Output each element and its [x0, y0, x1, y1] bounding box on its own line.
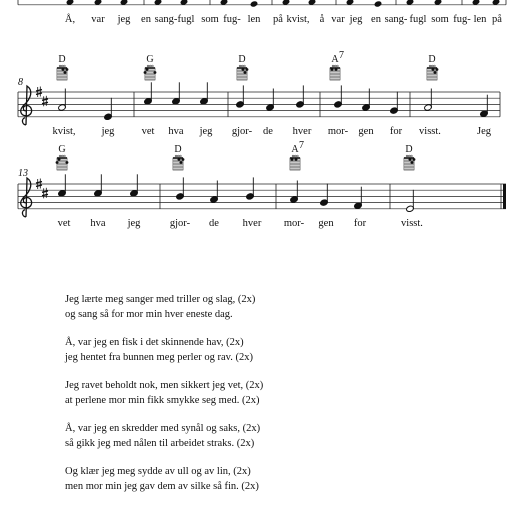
lyric-syllable: for — [389, 126, 403, 137]
sharp-stroke — [36, 90, 42, 91]
open-string-marker — [332, 65, 334, 67]
open-string-marker — [334, 65, 336, 67]
lyric-syllable: len — [247, 14, 261, 25]
lyric-syllable: å — [319, 14, 325, 25]
chord-name: A — [291, 144, 299, 155]
finger-dot — [66, 68, 69, 71]
open-string-marker — [61, 155, 63, 157]
open-string-marker — [175, 155, 177, 157]
finger-dot — [242, 68, 245, 71]
lyric-syllable: visst. — [401, 218, 423, 229]
finger-dot — [154, 71, 157, 74]
open-string-marker — [244, 65, 246, 67]
lyric-syllable: som — [431, 14, 449, 25]
verse-5 — [65, 464, 485, 494]
chord-name-superscript: 7 — [299, 140, 304, 151]
verse-line: Jeg lærte meg sanger med triller og slag, (2x) — [65, 294, 256, 305]
open-string-marker — [64, 155, 66, 157]
lyric-syllable: de — [209, 218, 219, 229]
verse-line: Å, var jeg en skredder med synål og saks, (2x) — [65, 423, 261, 434]
open-string-marker — [429, 65, 431, 67]
open-string-marker — [59, 155, 61, 157]
system-1 — [18, 0, 506, 25]
open-string-marker — [431, 65, 433, 67]
chord-diagram-d — [173, 144, 184, 170]
verse-line: men mor min jeg gav dem av silke så fin. (2x) — [65, 481, 259, 492]
chord-diagram-d — [427, 54, 438, 80]
chord-name: D — [405, 144, 413, 155]
finger-dot — [434, 71, 437, 74]
sharp-stroke — [42, 194, 48, 195]
lyric-syllable: jeg — [101, 126, 115, 137]
lyric-syllable: Jeg — [477, 126, 491, 137]
open-string-marker — [292, 155, 294, 157]
system-3 — [18, 140, 506, 229]
sharp-stroke — [36, 185, 42, 186]
open-string-marker — [180, 155, 182, 157]
sharp-stroke — [36, 182, 42, 183]
finger-dot — [411, 161, 414, 164]
final-barline — [503, 184, 506, 209]
lyric-syllable: jeg — [117, 14, 131, 25]
open-string-marker — [297, 155, 299, 157]
finger-dot — [180, 161, 183, 164]
lyric-syllable: kvist, — [286, 14, 310, 25]
lyric-syllable: visst. — [419, 126, 441, 137]
lyric-syllable: jeg — [199, 126, 213, 137]
finger-dot — [413, 158, 416, 161]
lyric-syllable: en — [141, 14, 151, 25]
lyric-syllable: fug- — [223, 14, 241, 25]
verse-4 — [65, 421, 485, 451]
lyric-syllable: hva — [90, 218, 106, 229]
chord-diagram-d — [57, 54, 68, 80]
quarter-note — [250, 0, 259, 7]
open-string-marker — [61, 65, 63, 67]
quarter-note — [374, 0, 383, 7]
finger-dot — [56, 161, 59, 164]
chord-diagram-g — [144, 54, 157, 80]
lyric-syllable: len — [473, 14, 487, 25]
chord-name-superscript: 7 — [339, 50, 344, 61]
lyric-syllable: på — [492, 14, 502, 25]
sharp-stroke — [36, 93, 42, 94]
finger-dot — [436, 68, 439, 71]
chord-name: D — [174, 144, 182, 155]
open-string-marker — [337, 65, 339, 67]
finger-dot — [144, 71, 147, 74]
lyric-syllable: fug- — [453, 14, 471, 25]
lyric-syllable: på — [273, 14, 283, 25]
lyric-syllable: jeg — [349, 14, 363, 25]
open-string-marker — [177, 155, 179, 157]
lyric-syllable: kvist, — [52, 126, 76, 137]
lyric-syllable: sang- — [154, 14, 178, 25]
lyric-syllable: jeg — [127, 218, 141, 229]
open-string-marker — [241, 65, 243, 67]
chord-name: G — [58, 144, 66, 155]
chord-diagram-g — [56, 144, 69, 170]
sharp-stroke — [42, 191, 48, 192]
verse-line: og sang så for mor min hver eneste dag. — [65, 309, 233, 320]
lyric-syllable: hva — [168, 126, 184, 137]
verses-block — [65, 292, 485, 507]
lyric-syllable: var — [331, 14, 345, 25]
finger-dot — [66, 161, 69, 164]
finger-dot — [331, 68, 334, 71]
lyric-syllable: gen — [318, 218, 334, 229]
verse-line: jeg hentet fra bunnen meg perler og rav. (2x) — [65, 352, 253, 363]
chord-name: D — [58, 54, 66, 65]
lyric-syllable: Å, — [64, 14, 76, 25]
finger-dot — [62, 68, 65, 71]
verse-2 — [65, 335, 485, 365]
chord-name: D — [428, 54, 436, 65]
finger-dot — [146, 68, 149, 71]
chord-diagram-d — [404, 144, 415, 170]
finger-dot — [178, 158, 181, 161]
lyric-syllable: sang- — [384, 14, 408, 25]
chord-diagram-a7 — [330, 50, 344, 80]
system-2 — [18, 50, 500, 137]
finger-dot — [58, 158, 61, 161]
lyric-syllable: gen — [358, 126, 374, 137]
verse-line: Å, var jeg en fisk i det skinnende hav, (2x) — [65, 337, 244, 348]
chord-name: G — [146, 54, 154, 65]
lyric-syllable: vet — [57, 218, 71, 229]
open-string-marker — [239, 65, 241, 67]
lyric-syllable: mor- — [327, 126, 349, 137]
finger-dot — [432, 68, 435, 71]
open-string-marker — [149, 65, 151, 67]
open-string-marker — [147, 65, 149, 67]
chord-name: A — [331, 54, 339, 65]
lyric-syllable: for — [353, 218, 367, 229]
verse-line: Og klær jeg meg sydde av ull og av lin, (2x) — [65, 466, 251, 477]
open-string-marker — [434, 65, 436, 67]
sharp-stroke — [42, 99, 48, 100]
lyric-syllable: hver — [242, 218, 262, 229]
chord-diagram-d — [237, 54, 248, 80]
lyric-syllable: de — [263, 126, 273, 137]
lyric-syllable: fugl — [177, 14, 195, 25]
lyric-syllable: gjor- — [231, 126, 253, 137]
open-string-marker — [411, 155, 413, 157]
verse-line: Jeg ravet beholdt nok, men sikkert jeg vet, (2x) — [65, 380, 264, 391]
finger-dot — [246, 68, 249, 71]
verse-3 — [65, 378, 485, 408]
open-string-marker — [408, 155, 410, 157]
sharp-stroke — [42, 102, 48, 103]
finger-dot — [291, 158, 294, 161]
finger-dot — [409, 158, 412, 161]
finger-dot — [335, 68, 338, 71]
verse-line: så gikk jeg med nålen til arbeidet straks. (2x) — [65, 438, 255, 449]
verse-line: at perlene mor min fikk smykke seg med. (2x) — [65, 395, 260, 406]
open-string-marker — [152, 65, 154, 67]
open-string-marker — [59, 65, 61, 67]
lyric-syllable: en — [371, 14, 381, 25]
lyric-syllable: mor- — [283, 218, 305, 229]
lyric-syllable: hver — [292, 126, 312, 137]
measure-number: 8 — [18, 77, 23, 88]
lyric-syllable: vet — [141, 126, 155, 137]
open-string-marker — [294, 155, 296, 157]
lyric-syllable: fugl — [409, 14, 427, 25]
finger-dot — [182, 158, 185, 161]
finger-dot — [295, 158, 298, 161]
finger-dot — [64, 71, 67, 74]
lyric-syllable: var — [91, 14, 105, 25]
open-string-marker — [64, 65, 66, 67]
verse-1 — [65, 292, 485, 322]
measure-number: 13 — [18, 168, 28, 179]
chord-name: D — [238, 54, 246, 65]
lyric-syllable: som — [201, 14, 219, 25]
lyric-syllable: gjor- — [169, 218, 191, 229]
finger-dot — [244, 71, 247, 74]
open-string-marker — [406, 155, 408, 157]
chord-diagram-a7 — [290, 140, 304, 170]
